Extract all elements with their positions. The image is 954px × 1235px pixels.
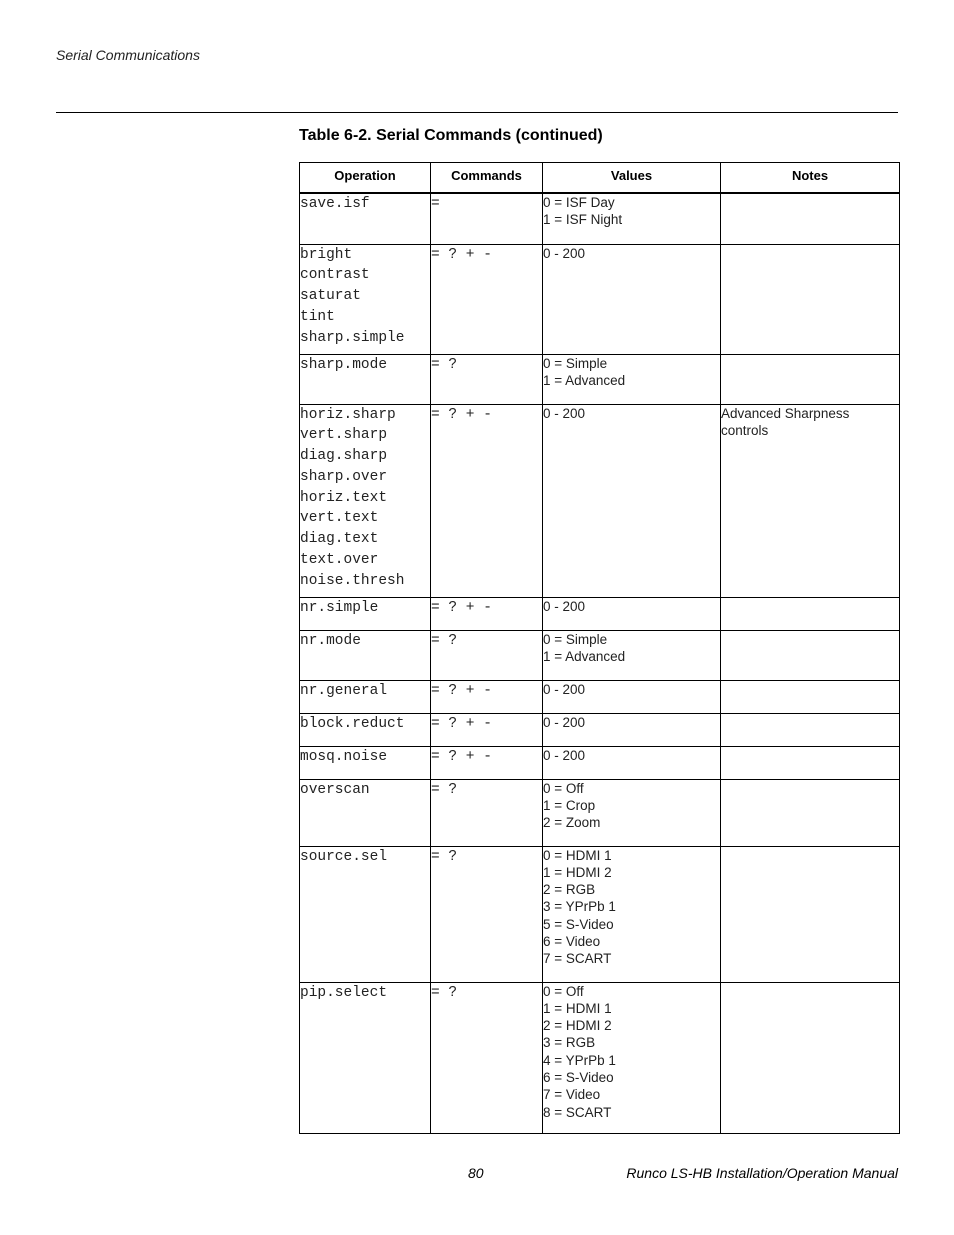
commands-cell: = ? [431, 630, 543, 680]
commands-cell: = ? + - [431, 746, 543, 779]
values-cell-line: 6 = S-Video [543, 1069, 614, 1085]
values-cell-line: 0 - 200 [543, 714, 586, 730]
operation-cell-line: mosq.noise [300, 748, 388, 765]
values-cell-line: 0 - 200 [543, 747, 586, 763]
commands-cell: = [431, 193, 543, 244]
table-row [300, 713, 900, 746]
operation-cell-line: save.isf [300, 196, 370, 212]
operation-cell-line: horiz.sharp [300, 406, 396, 423]
notes-cell [721, 244, 900, 354]
table-row [300, 746, 900, 779]
operation-cell-line: overscan [300, 781, 370, 798]
operation-cell-line: nr.general [300, 682, 388, 699]
column-header-operation: Operation [300, 163, 431, 194]
operation-cell [300, 746, 431, 779]
operation-cell-line: nr.mode [300, 632, 361, 649]
table-row [300, 244, 900, 354]
operation-cell-line: text.over [300, 552, 379, 569]
notes-cell [721, 404, 900, 597]
table-body [300, 193, 900, 1133]
commands-cell: = ? [431, 982, 543, 1133]
notes-cell [721, 746, 900, 779]
commands-cell: = ? + - [431, 244, 543, 354]
operation-cell-line: diag.sharp [300, 448, 388, 465]
values-cell [543, 404, 721, 597]
operation-cell-line: pip.select [300, 984, 388, 1001]
notes-cell [721, 630, 900, 680]
values-cell-line: 7 = Video [543, 1087, 601, 1103]
notes-cell [721, 779, 900, 846]
values-cell [543, 846, 721, 982]
table-row [300, 846, 900, 982]
manual-title: Runco LS-HB Installation/Operation Manual [626, 1165, 898, 1181]
values-cell-line: 0 = ISF Day [543, 195, 615, 210]
operation-cell-line: source.sel [300, 848, 388, 865]
values-cell-line: 0 - 200 [543, 681, 586, 697]
notes-cell [721, 713, 900, 746]
values-cell-line: 4 = YPrPb 1 [543, 1052, 616, 1068]
notes-cell [721, 846, 900, 982]
values-cell-line: 6 = Video [543, 933, 601, 949]
operation-cell [300, 354, 431, 404]
table-row [300, 982, 900, 1133]
operation-cell-line: saturat [300, 288, 361, 305]
commands-cell: = ? [431, 846, 543, 982]
operation-cell-line: vert.sharp [300, 427, 388, 444]
notes-cell [721, 597, 900, 630]
values-cell-line: 1 = HDMI 1 [543, 1000, 612, 1016]
values-cell-line: 0 = Simple [543, 631, 608, 647]
operation-cell-line: bright [300, 246, 353, 263]
operation-cell-line: vert.text [300, 510, 379, 527]
values-cell-line: 2 = RGB [543, 882, 596, 898]
values-cell [543, 193, 721, 244]
operation-cell-line: sharp.over [300, 468, 388, 485]
operation-cell [300, 846, 431, 982]
header-rule [56, 112, 898, 113]
notes-cell [721, 680, 900, 713]
values-cell [543, 680, 721, 713]
values-cell-line: 8 = SCART [543, 1104, 612, 1120]
table-title: Table 6-2. Serial Commands (continued) [299, 127, 603, 144]
running-header: Serial Communications [56, 47, 200, 63]
commands-cell: = ? + - [431, 713, 543, 746]
notes-cell [721, 193, 900, 244]
notes-cell [721, 982, 900, 1133]
operation-cell-line: horiz.text [300, 489, 388, 506]
values-cell-line: 1 = HDMI 2 [543, 864, 612, 880]
operation-cell-line: noise.thresh [300, 572, 405, 589]
values-cell [543, 779, 721, 846]
column-header-commands: Commands [431, 163, 543, 194]
values-cell-line: 0 - 200 [543, 245, 586, 261]
operation-cell-line: nr.simple [300, 599, 379, 616]
operation-cell [300, 680, 431, 713]
values-cell-line: 7 = SCART [543, 951, 612, 967]
commands-cell: = ? + - [431, 404, 543, 597]
values-cell-line: 0 - 200 [543, 598, 586, 614]
operation-cell-line: sharp.mode [300, 356, 388, 373]
table-header-row [300, 163, 900, 194]
table-row [300, 779, 900, 846]
operation-cell [300, 713, 431, 746]
operation-cell [300, 404, 431, 597]
values-cell-line: 0 = Off [543, 780, 584, 796]
operation-cell-line: tint [300, 308, 335, 325]
values-cell-line: 2 = HDMI 2 [543, 1018, 612, 1034]
column-header-notes: Notes [721, 163, 900, 194]
notes-cell-line: controls [721, 422, 769, 438]
operation-cell [300, 193, 431, 244]
operation-cell [300, 779, 431, 846]
operation-cell [300, 630, 431, 680]
values-cell-line: 1 = Advanced [543, 372, 626, 388]
values-cell-line: 3 = RGB [543, 1035, 596, 1051]
values-cell [543, 597, 721, 630]
values-cell-line: 0 = Simple [543, 355, 608, 371]
operation-cell-line: block.reduct [300, 715, 405, 732]
table-row [300, 630, 900, 680]
values-cell [543, 982, 721, 1133]
values-cell [543, 630, 721, 680]
operation-cell [300, 982, 431, 1133]
notes-cell-line: Advanced Sharpness [721, 405, 850, 421]
serial-commands-table [299, 162, 900, 1134]
values-cell-line: 1 = Advanced [543, 648, 626, 664]
commands-cell: = ? [431, 779, 543, 846]
values-cell-line: 3 = YPrPb 1 [543, 899, 616, 915]
notes-cell [721, 354, 900, 404]
values-cell-line: 5 = S-Video [543, 916, 614, 932]
operation-cell-line: sharp.simple [300, 329, 405, 346]
table-row [300, 354, 900, 404]
operation-cell [300, 597, 431, 630]
values-cell-line: 0 = HDMI 1 [543, 847, 612, 863]
operation-cell-line: contrast [300, 267, 370, 284]
column-header-values: Values [543, 163, 721, 194]
values-cell-line: 0 = Off [543, 983, 584, 999]
table-row [300, 404, 900, 597]
table-row [300, 597, 900, 630]
values-cell [543, 713, 721, 746]
values-cell-line: 1 = Crop [543, 797, 596, 813]
values-cell-line: 0 - 200 [543, 405, 586, 421]
values-cell-line: 2 = Zoom [543, 815, 601, 831]
commands-cell: = ? + - [431, 680, 543, 713]
commands-cell: = ? + - [431, 597, 543, 630]
values-cell [543, 244, 721, 354]
operation-cell [300, 244, 431, 354]
table-row [300, 680, 900, 713]
values-cell [543, 354, 721, 404]
page-number: 80 [468, 1165, 484, 1181]
operation-cell-line: diag.text [300, 531, 379, 548]
table-row [300, 193, 900, 244]
values-cell [543, 746, 721, 779]
values-cell-line: 1 = ISF Night [543, 212, 623, 228]
commands-cell: = ? [431, 354, 543, 404]
